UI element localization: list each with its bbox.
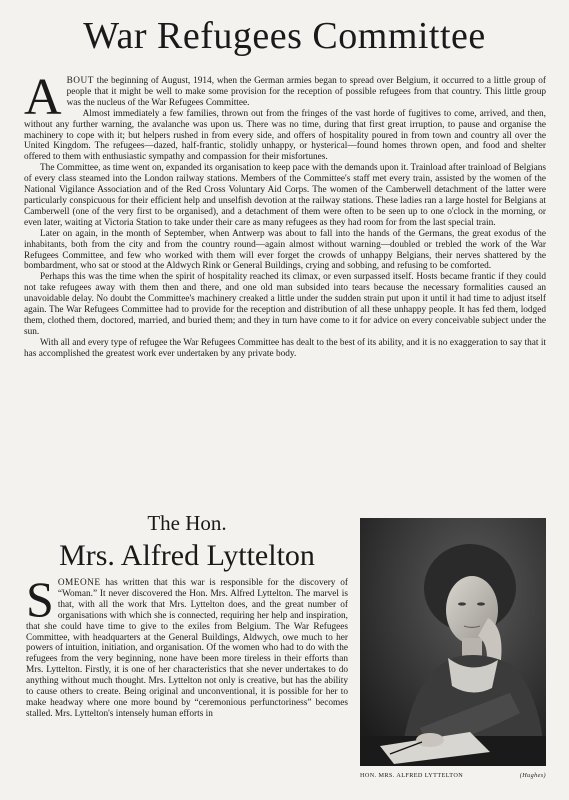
first-paragraph-text: the beginning of August, 1914, when the German armies began to spread over Belgium, it occurred to a little group of people that it might be well to make some provision for the reception of possible refugees from that country. This little group was the nucleus of the War Refugees Committee. (66, 76, 546, 108)
page-title: War Refugees Committee (83, 15, 486, 57)
profile-title-line2: Mrs. Alfred Lyttelton (59, 539, 315, 572)
article-body (24, 69, 546, 360)
article-paragraph: Perhaps this was the time when the spirit of hospitality reached its climax, or even surpassed itself. Hosts became frantic if they could not take refugees away with them then and there, and one old man subsided into tears because the necessary formalities caused an unavoidable delay. No doubt the Committee's machinery creaked a little under the sudden strain put upon it until it had time to adjust itself again. The War Refugees Committee had to provide for the reception and distribution of all these unhappy people. It has fed them, lodged them, clothed them, doctored, married, and buried them; and they in turn have come to it for advice on every conceivable subject under the sun. (24, 272, 546, 337)
article-paragraph: Later on again, in the month of September, when Antwerp was about to fall into the hands of the Germans, the great exodus of the inhabitants, both from the city and from the country round—again almost without warning—doubled or trebled the work of the War Refugees Committee, and few who worked with them will ever forget the crowds of unhappy Belgians, their nerves shattered by the bombardment, who sat or stood at the Aldwych Rink or General Buildings, crying and sobbing, and refusing to be comforted. (24, 228, 546, 272)
portrait-illustration (360, 518, 546, 766)
caption-text: HON. MRS. ALFRED LYTTELTON (360, 772, 464, 779)
profile-text: has written that this war is responsible for the discovery of “Woman.” It never discovered the Hon. Mrs. Alfred Lyttelton. The marvel is that, with all the work that Mrs. Lyttelton does, and the great number of organisations with which she is connected, requiring her help and inspiration, that she could have time to give to the exiles from Belgium. The War Refugees Committee, with headquarters at the General Buildings, Aldwych, owe much to her powers of intuition, initiation, and organisation. Of the women who had to do with the refugees from the very beginning, none have been more tireless in their efforts than Mrs. Lyttelton. Firstly, it is one of her characteristics that she never undertakes to do anything without much thought. Mrs. Lyttelton not only is creative, but has the ability to cause others to create. Being original and unconventional, it is possible for her to make headway where one more bound by “ceremonious perfunctoriness” becomes stalled. Mrs. Lyttelton's intensely human efforts in (26, 578, 348, 719)
photo-caption (360, 772, 546, 779)
profile-body (26, 571, 348, 720)
profile-paragraph (26, 571, 348, 720)
article-first-paragraph (24, 69, 546, 126)
profile-lead-word: OMEONE (57, 578, 101, 588)
profile-drop-cap: S (26, 571, 54, 627)
drop-cap: A (24, 69, 62, 126)
portrait-photo (360, 518, 546, 766)
photo-credit: (Hughes) (519, 772, 546, 779)
profile-title-line1: The Hon. (147, 511, 227, 535)
article-paragraph: Almost immediately a few families, thrown out from the fringes of the vast horde of fugitives to come, arrived, and then, without any further warning, the avalanche was upon us. There was no time, during that first great irruption, to pause and organise the machinery to cope with it; but helpers rushed in from every side, and offers of hospitality poured in from town and country all over the United Kingdom. The refugees—dazed, half-frantic, stolidly unhappy, or hysterical—found homes thrown open, and food and shelter offered to them with enthusiastic sympathy and compassion for their misfortunes. (24, 108, 546, 163)
article-paragraph: With all and every type of refugee the War Refugees Committee has dealt to the best of its ability, and it is no exaggeration to say that it has accomplished the greatest work ever undertaken by any private body. (24, 337, 546, 359)
profile-heading (28, 510, 346, 574)
lead-word: BOUT (66, 76, 94, 86)
article-paragraph: The Committee, as time went on, expanded its organisation to keep pace with the demands upon it. Trainload after trainload of Belgians of every class steamed into the London railway stations. Members of the Committee's staff met every train, assisted by the women of the National Vigilance Association and of the Red Cross Voluntary Aid Corps. The women of the Camberwell detachment of the latter were particularly conspicuous for their efficient help and unselfish devotion at the railway stations. These ladies ran a large hostel for Belgians at Camberwell (one of the very first to be organised), and a detachment of them were often to be seen up to one o'clock in the morning, or even later, waiting at Victoria Station to take under their care as many refugees as they had room for from the last special train. (24, 163, 546, 228)
